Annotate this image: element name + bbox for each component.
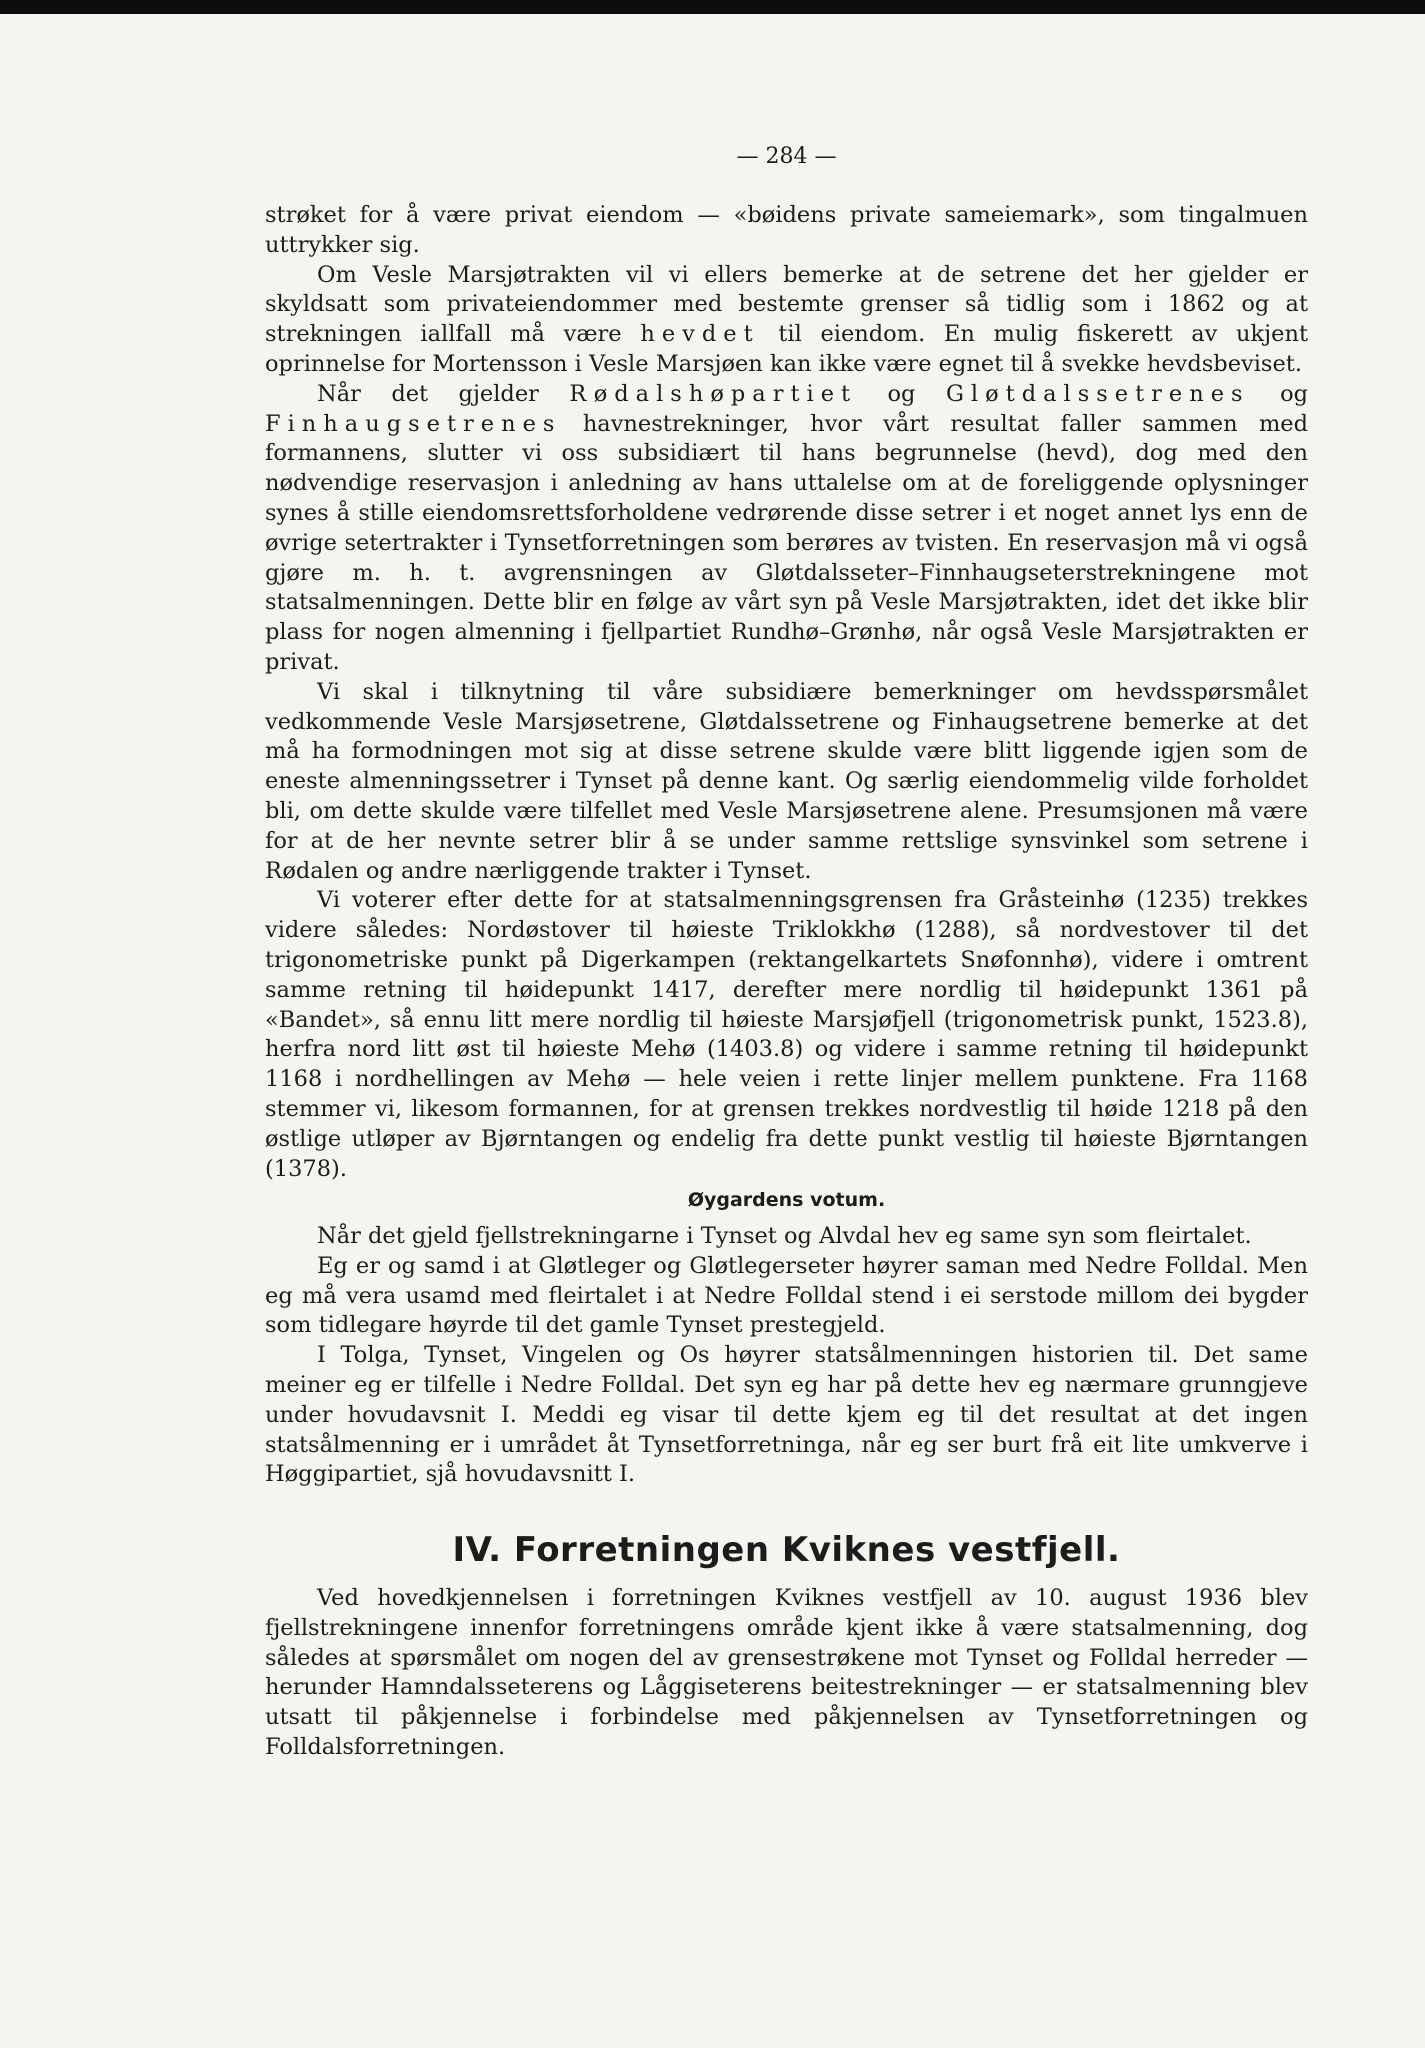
- spaced-emphasis: Gløtdalssetrenes: [945, 380, 1250, 407]
- body-text-upper: [265, 201, 1308, 1184]
- paragraph-vi-voterer: Vi voterer efter dette for at statsalmenningsgrensen fra Gråsteinhø (1235) trekkes videre således: Nordøstover til høieste Triklokkhø (1288), så nordvestover til det trigonometriske punkt på Digerkampen (rektangelkartets Snøfonnhø), videre i omtrent samme retning til høidepunkt 1417, derefter mere nordlig til høidepunkt 1361 på «Bandet», så ennu litt mere nordlig til høieste Marsjøfjell (trigonometrisk punkt, 1523.8), herfra nord litt øst til høieste Mehø (1403.8) og videre i samme retning til høidepunkt 1168 i nordhellingen av Mehø — hele veien i rette linjer mellem punktene. Fra 1168 stemmer vi, likesom formannen, for at grensen trekkes nordvestlig til høide 1218 på den østlige utløper av Bjørntangen og endelig fra dette punkt vestlig til høieste Bjørntangen (1378).: [265, 887, 1308, 1182]
- page-number: — 284 —: [736, 144, 837, 169]
- body-text-votum: [265, 1222, 1308, 1490]
- paragraph-vesle-marsjo: [265, 261, 1308, 380]
- spaced-emphasis: hevdet: [640, 321, 760, 348]
- votum-paragraph: Eg er og samd i at Gløtleger og Gløtlegerseter høyrer saman med Nedre Folldal. Men eg må vera usamd med fleirtalet i at Nedre Folldal stend i ei serstode millom dei bygder som tidlegare høyrde til det gamle Tynset prestegjeld.: [265, 1252, 1308, 1339]
- section-paragraph: Ved hovedkjennelsen i forretningen Kviknes vestfjell av 10. august 1936 blev fjellstrekningene innenfor forretningens område kjent ikke å være statsalmenning, dog således at spørsmålet om nogen del av grensestrøkene mot Tynset og Folldal herreder — herunder Hamndalsseterens og Låggiseterens beitestrekninger — er statsalmenning blev utsatt til påkjennelse i forbindelse med påkjennelsen av Tynsetforretningen og Folldalsforretningen.: [265, 1585, 1308, 1760]
- paragraph-text: og: [887, 380, 916, 407]
- paragraph-text: havnestrekninger, hvor vårt resultat faller sammen med formannens, slutter vi oss subsidiært til hans begrunnelse (hevd), dog med den nødvendige reservasjon i anledning av hans uttalelse om at de foreliggende oplysninger synes å stille eiendomsrettsforholdene vedrørende disse setrer i et noget annet lys enn de øvrige setertrakter i Tynsetforretningen som berøres av tvisten. En reservasjon må vi også gjøre m. h. t. avgrensningen av Gløtdalsseter–Finnhaugseterstrekningene mot statsalmenningen. Dette blir en følge av vårt syn på Vesle Marsjøtrakten, idet det ikke blir plass for nogen almenning i fjellpartiet Rundhø–Grønhø, når også Vesle Marsjøtrakten er privat.: [265, 410, 1308, 675]
- votum-paragraph: Når det gjeld fjellstrekningarne i Tynset og Alvdal hev eg same syn som fleirtalet.: [317, 1223, 1252, 1249]
- paragraph-text: til eiendom. En mulig fiskerett av ukjent oprinnelse for Mortensson i Vesle Marsjøen kan ikke være egnet til å svekke hevdsbeviset.: [265, 321, 1309, 377]
- paragraph-text: Når det gjelder: [317, 380, 539, 407]
- section-heading: IV. Forretningen Kviknes vestfjell.: [452, 1530, 1121, 1570]
- scanned-page: [0, 14, 1425, 2048]
- spaced-emphasis: Finhaugsetrenes: [265, 410, 562, 437]
- body-text-section: [265, 1584, 1308, 1763]
- paragraph-continuation: strøket for å være privat eiendom — «bøidens private sameiemark», som tingalmuen uttrykker sig.: [265, 202, 1308, 258]
- votum-heading: Øygardens votum.: [687, 1189, 886, 1211]
- paragraph-vi-skal: Vi skal i tilknytning til våre subsidiære bemerkninger om hevdsspørsmålet vedkommende Vesle Marsjøsetrene, Gløtdalssetrene og Finhaugsetrene bemerke at det må ha formodningen mot sig at disse setrene skulde være blitt liggende igjen som de eneste almenningssetrer i Tynset på denne kant. Og særlig eiendommelig vilde forholdet bli, om dette skulde være tilfellet med Vesle Marsjøsetrene alene. Presumsjonen må være for at de her nevnte setrer blir å se under samme rettslige synsvinkel som setrene i Rødalen og andre nærliggende trakter i Tynset.: [265, 678, 1308, 884]
- paragraph-rodalshopartiet: [265, 380, 1308, 678]
- spaced-emphasis: Rødalshøpartiet: [569, 380, 858, 407]
- paragraph-text: og: [1280, 380, 1309, 407]
- paragraph-text: Om Vesle Marsjøtrakten vil vi ellers bemerke at de setrene det her gjelder er skyldsatt som privateiendommer med bestemte grenser så tidlig som i 1862 og at strekningen iallfall må være: [265, 261, 1308, 348]
- votum-paragraph: I Tolga, Tynset, Vingelen og Os høyrer statsålmenningen historien til. Det same meiner eg er tilfelle i Nedre Folldal. Det syn eg har på dette hev eg nærmare grunngjeve under hovudavsnit I. Meddi eg visar til dette kjem eg til det resultat at det ingen statsålmenning er i umrådet åt Tynsetforretninga, når eg ser burt frå eit lite umkverve i Høggipartiet, sjå hovudavsnitt I.: [265, 1342, 1308, 1488]
